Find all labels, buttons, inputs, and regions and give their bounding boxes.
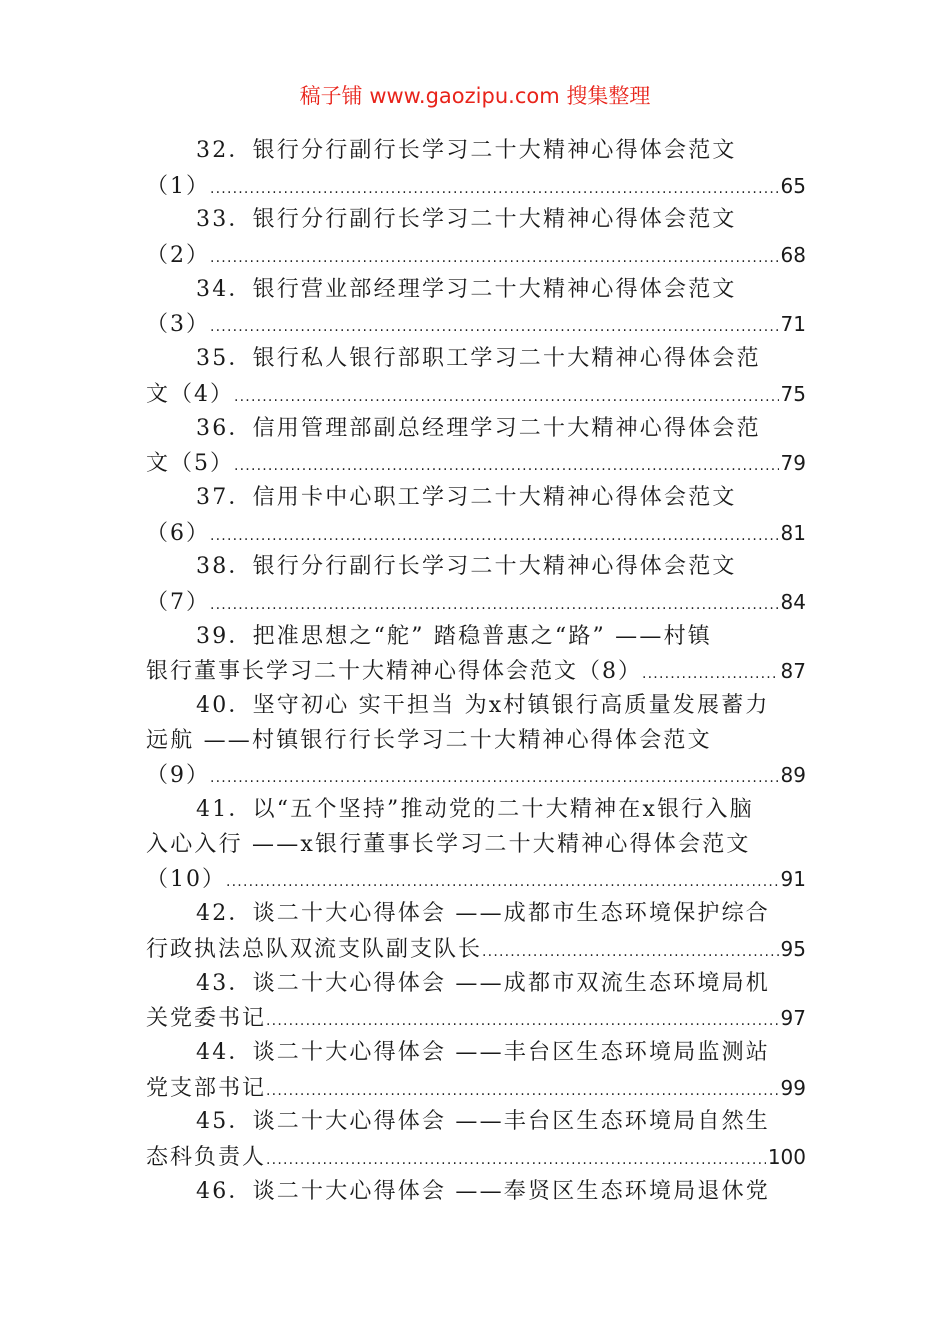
toc-entry-title-line: 34．银行营业部经理学习二十大精神心得体会范文 <box>196 276 737 302</box>
toc-entry-title-line: 32．银行分行副行长学习二十大精神心得体会范文 <box>196 138 737 163</box>
toc-entry-last-line <box>146 307 806 342</box>
toc-page-number: 89 <box>780 763 806 788</box>
toc-entry-last-line <box>146 932 806 967</box>
dot-leader <box>210 310 779 342</box>
toc-entry[interactable] <box>146 897 806 966</box>
toc-entry-last-line <box>146 516 806 551</box>
dot-leader <box>234 380 779 412</box>
toc-entry[interactable] <box>146 342 806 411</box>
toc-entry-tail-text: 文（5） <box>146 451 234 477</box>
toc-page-number: 84 <box>780 589 806 614</box>
toc-page-number: 75 <box>780 381 806 406</box>
toc-entry-title-line: 35．银行私人银行部职工学习二十大精神心得体会范 <box>196 346 761 372</box>
toc-entry-title-line: 44．谈二十大心得体会 ——丰台区生态环境局监测站 <box>196 1039 770 1065</box>
toc-entry-last-line <box>146 585 806 620</box>
toc-entry-tail-text: （9） <box>146 763 210 789</box>
toc-entry-tail-text: （2） <box>146 243 210 269</box>
toc-entry-title-line: 38．银行分行副行长学习二十大精神心得体会范文 <box>196 554 737 580</box>
toc-entry-tail-text: 银行董事长学习二十大精神心得体会范文（8） <box>146 659 642 685</box>
header-note: 搜集整理 <box>566 84 651 108</box>
toc-entry-title-line: 43．谈二十大心得体会 ——成都市双流生态环境局机 <box>196 970 770 996</box>
dot-leader <box>226 865 779 897</box>
dot-leader <box>234 449 779 481</box>
toc-entry-title-line: 45．谈二十大心得体会 ——丰台区生态环境局自然生 <box>196 1109 770 1135</box>
page-header <box>0 82 950 110</box>
toc-entry[interactable] <box>146 134 806 203</box>
toc-entry-tail-text: 党支部书记 <box>146 1075 267 1101</box>
toc-entry[interactable] <box>146 1036 806 1105</box>
toc-entry-last-line <box>146 238 806 273</box>
dot-leader <box>482 935 779 967</box>
toc-entry-title-line: 42．谈二十大心得体会 ——成都市生态环境保护综合 <box>196 901 770 927</box>
toc-page-number: 95 <box>780 936 806 961</box>
toc-entry[interactable] <box>146 1105 806 1174</box>
toc-entry-last-line <box>146 446 806 481</box>
toc-entry-title-line: 入心入行 ——x银行董事长学习二十大精神心得体会范文 <box>146 831 751 857</box>
toc-entry-title-line: 33．银行分行副行长学习二十大精神心得体会范文 <box>196 207 737 233</box>
toc-entry-title-line: 远航 ——村镇银行行长学习二十大精神心得体会范文 <box>146 727 712 753</box>
toc-entry-last-line <box>146 169 806 204</box>
toc-entry[interactable] <box>146 1175 806 1210</box>
toc-entry-tail-text: （1） <box>146 173 210 199</box>
toc-entry-title-line: 40．坚守初心 实干担当 为x村镇银行高质量发展蓄力 <box>196 693 770 718</box>
toc-entry[interactable] <box>146 620 806 689</box>
toc-entry-last-line <box>146 377 806 412</box>
toc-entry-tail-text: 关党委书记 <box>146 1006 267 1032</box>
dot-leader <box>210 761 779 793</box>
toc-entry[interactable] <box>146 967 806 1036</box>
toc-page-number: 68 <box>780 243 806 268</box>
toc-entry-title-line: 41．以“五个坚持”推动党的二十大精神在x银行入脑 <box>196 797 754 823</box>
toc-entry[interactable] <box>146 412 806 481</box>
toc-page-number: 100 <box>767 1144 806 1169</box>
toc-entry[interactable] <box>146 273 806 342</box>
toc-entry-tail-text: （10） <box>146 867 226 893</box>
toc-entry-tail-text: （6） <box>146 520 210 546</box>
toc-entry-last-line <box>146 654 806 689</box>
toc-entry[interactable] <box>146 550 806 619</box>
dot-leader <box>266 1074 779 1106</box>
toc-entry-last-line <box>146 1001 806 1036</box>
toc-entry-title-line: 36．信用管理部副总经理学习二十大精神心得体会范 <box>196 415 761 441</box>
dot-leader <box>210 588 779 620</box>
toc-entry-tail-text: 文（4） <box>146 381 234 407</box>
toc-entry[interactable] <box>146 203 806 272</box>
header-url[interactable]: www.gaozipu.com <box>369 84 560 108</box>
toc-entry-title-line: 46．谈二十大心得体会 ——奉贤区生态环境局退休党 <box>196 1178 770 1204</box>
dot-leader <box>210 241 779 273</box>
toc-entry[interactable] <box>146 481 806 550</box>
toc-entry-tail-text: 态科负责人 <box>146 1144 267 1170</box>
toc-page-number: 71 <box>780 312 806 337</box>
dot-leader <box>210 172 779 204</box>
table-of-contents <box>146 134 806 1209</box>
toc-page-number: 91 <box>780 867 806 892</box>
header-brand: 稿子铺 <box>299 84 363 108</box>
toc-entry-tail-text: （7） <box>146 589 210 615</box>
toc-page-number: 99 <box>780 1075 806 1100</box>
toc-entry[interactable] <box>146 689 806 793</box>
dot-leader <box>210 519 779 551</box>
toc-entry-last-line <box>146 758 806 793</box>
toc-entry[interactable] <box>146 793 806 897</box>
dot-leader <box>266 1004 779 1036</box>
toc-entry-title-line: 39．把准思想之“舵” 踏稳普惠之“路” ——村镇 <box>196 623 712 649</box>
toc-page-number: 79 <box>780 451 806 476</box>
toc-entry-last-line <box>146 862 806 897</box>
dot-leader <box>642 657 779 689</box>
toc-page-number: 65 <box>780 173 806 198</box>
toc-page-number: 81 <box>780 520 806 545</box>
toc-entry-last-line <box>146 1071 806 1106</box>
toc-page-number: 87 <box>780 659 806 684</box>
dot-leader <box>266 1143 766 1175</box>
toc-entry-title-line: 37．信用卡中心职工学习二十大精神心得体会范文 <box>196 484 737 510</box>
toc-entry-tail-text: 行政执法总队双流支队副支队长 <box>146 936 483 962</box>
toc-entry-tail-text: （3） <box>146 312 210 338</box>
toc-entry-last-line <box>146 1140 806 1175</box>
toc-page-number: 97 <box>780 1006 806 1031</box>
